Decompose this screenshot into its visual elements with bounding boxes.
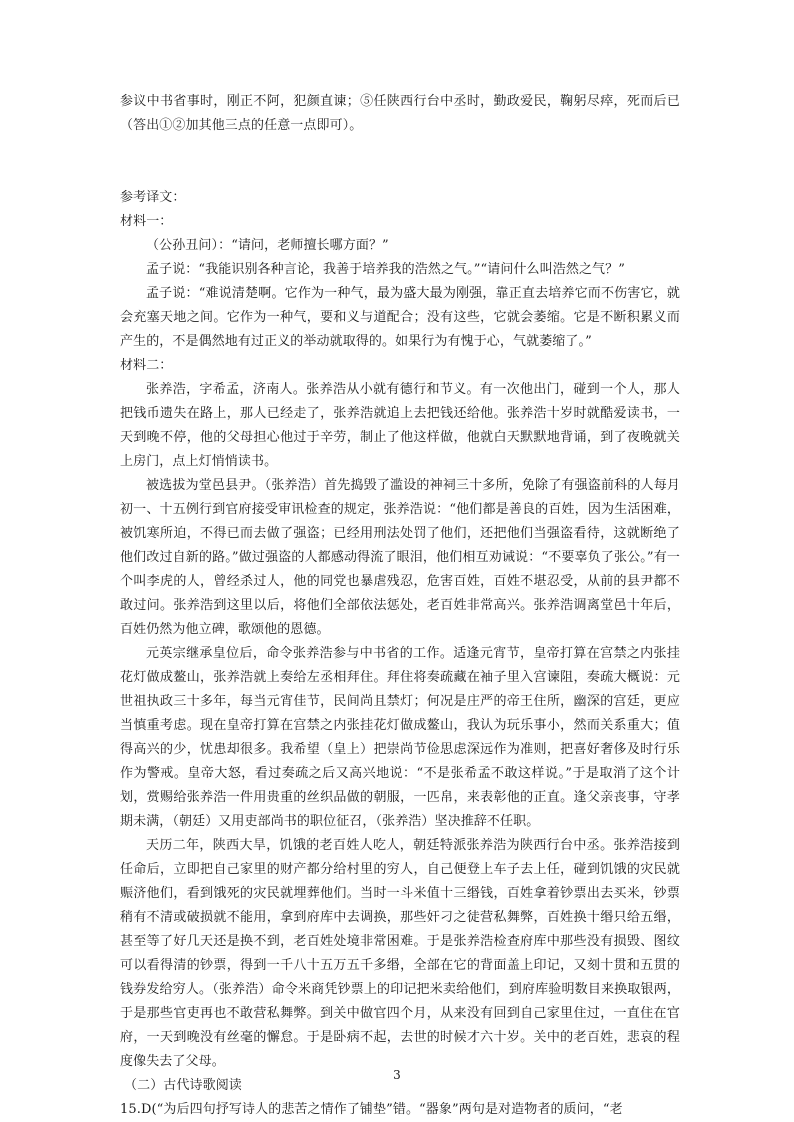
- answer-continuation: 参议中书省事时，刚正不阿，犯颜直谏；⑤任陕西行台中丞时，勤政爱民，鞠躬尽瘁，死而后已（答出①②加其他三点的任意一点即可）。: [120, 94, 680, 133]
- question-15-answer: 15.D(“为后四句抒写诗人的悲苦之情作了铺垫”错。“器象”两句是对造物者的质问，“老: [120, 1102, 623, 1117]
- material-two-paragraph: 被选拔为堂邑县尹。（张养浩）首先捣毁了滥设的神祠三十多所，免除了有强盗前科的人每月初一、十五例行到官府接受审讯检查的规定，张养浩说：“他们都是善良的百姓，因为生活困难，被饥寒所迫，不得已而去做了强盗；已经用刑法处罚了他们，还把他们当强盗看待，这就断绝了他们改过自新的路。”做过强盗的人都感动得流了眼泪，他们相互劝诫说：“不要辜负了张公。”有一个叫李虎的人，曾经杀过人，他的同党也暴虐残忍，危害百姓，百姓不堪忍受，从前的县尹都不敢过问。张养浩到这里以后，将他们全部依法惩处，老百姓非常高兴。张养浩调离堂邑十年后，百姓仍然为他立碑，歌颂他的恩德。: [120, 478, 680, 637]
- spacer: [120, 138, 680, 186]
- material-one-paragraph: 孟子说：“难说清楚啊。它作为一种气，最为盛大最为刚强，靠正直去培养它而不伤害它，就会充塞天地之间。它作为一种气，要和义与道配合；没有这些，它就会萎缩。它是不断积累义而产生的，不是偶然地有过正义的举动就取得的。如果行为有愧于心，气就萎缩了。”: [120, 286, 680, 349]
- material-two-paragraph: 元英宗继承皇位后，命令张养浩参与中书省的工作。适逢元宵节，皇帝打算在宫禁之内张挂花灯做成鳌山，张养浩就上奏给左丞相拜住。拜住将奏疏藏在袖子里入宫谏阻，奏疏大概说：元世祖执政三十多年，每当元宵佳节，民间尚且禁灯；何况是庄严的帝王住所，幽深的宫廷，更应当慎重考虑。现在皇帝打算在宫禁之内张挂花灯做成鳌山，我认为玩乐事小，然而关系重大；值得高兴的少，忧患却很多。我希望（皇上）把崇尚节俭思虑深远作为准则，把喜好奢侈及时行乐作为警戒。皇帝大怒，看过奏疏之后又高兴地说：“不是张希孟不敢这样说。”于是取消了这个计划，赏赐给张养浩一件用贵重的丝织品做的朝服，一匹帛，来表彰他的正直。逢父亲丧事，守孝期未满，（朝廷）又用吏部尚书的职位征召，（张养浩）坚决推辞不任职。: [120, 646, 680, 829]
- material-two-paragraph: 天历二年，陕西大旱，饥饿的老百姓人吃人，朝廷特派张养浩为陕西行台中丞。张养浩接到任命后，立即把自己家里的财产都分给村里的穷人，自己便登上车子去上任，碰到饥饿的灾民就赈济他们，看到饿死的灾民就埋葬他们。当时一斗米值十三缗钱，百姓拿着钞票出去买米，钞票稍有不清或破损就不能用，拿到府库中去调换，那些奸刁之徒营私舞弊，百姓换十缗只给五缗，甚至等了好几天还是换不到，老百姓处境非常困难。于是张养浩检查府库中那些没有损毁、图纹可以看得清的钞票，得到一千八十五万五千多缗，全部在它的背面盖上印记，又刻十贯和五贯的钱券发给穷人。（张养浩）命令米商凭钞票上的印记把米卖给他们，到府库验明数目来换取银两，于是那些官吏再也不敢营私舞弊。到关中做官四个月，从来没有回到自己家里住过，一直住在官府，一天到晚没有丝毫的懈怠。于是卧病不起，去世的时候才六十岁。关中的老百姓，悲哀的程度像失去了父母。: [120, 838, 680, 1069]
- material-one-paragraph: （公孙丑问）：“请问，老师擅长哪方面？”: [146, 238, 389, 253]
- material-two-paragraph: 张养浩，字希孟，济南人。张养浩从小就有德行和节义。有一次他出门，碰到一个人，那人把钱币遗失在路上，那人已经走了，张养浩就追上去把钱还给他。张养浩十岁时就酷爱读书，一天到晚不停，他的父母担心他过于辛劳，制止了他这样做，他就白天默默地背诵，到了夜晚就关上房门，点上灯悄悄读书。: [120, 382, 680, 469]
- material-one-paragraph: 孟子说：“我能识别各种言论，我善于培养我的浩然之气。”“请问什么叫浩然之气？”: [146, 262, 625, 277]
- translation-heading: 参考译文：: [120, 190, 186, 205]
- material-one-label: 材料一：: [120, 214, 173, 229]
- page-number: 3: [393, 1068, 401, 1082]
- material-two-label: 材料二：: [120, 358, 173, 373]
- document-body: [120, 90, 680, 1122]
- section-title: （二）古代诗歌阅读: [124, 1078, 242, 1093]
